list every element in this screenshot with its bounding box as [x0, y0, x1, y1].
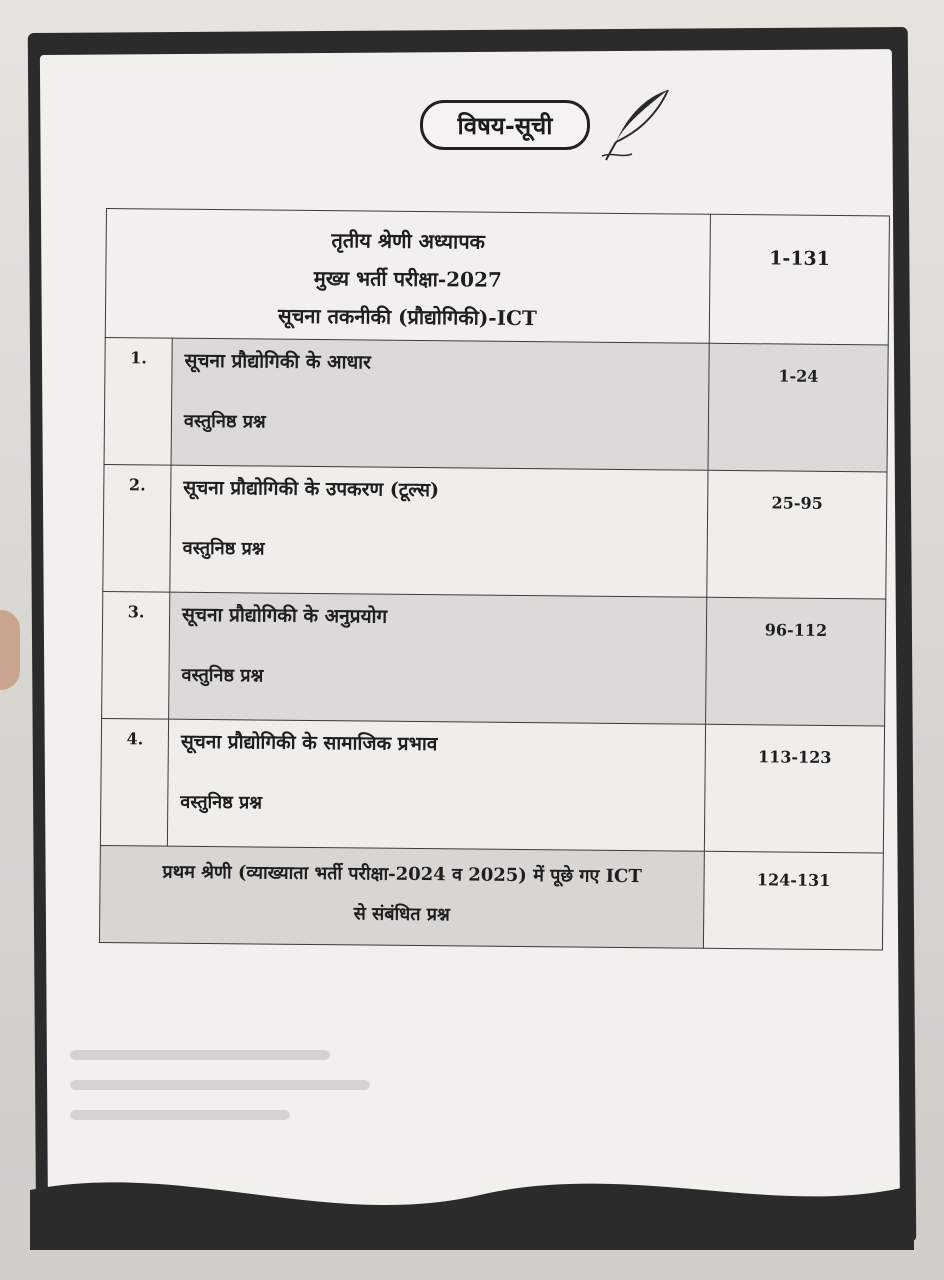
- footer-line-2: से संबंधित प्रश्न: [353, 903, 450, 926]
- header-row: [105, 209, 889, 346]
- show-through-decoration: [70, 1030, 490, 1150]
- section-number: 2.: [103, 464, 171, 592]
- section-subheading: वस्तुनिष्ठ प्रश्न: [183, 410, 266, 433]
- section-heading: सूचना प्रौद्योगिकी के अनुप्रयोग: [181, 603, 388, 628]
- thumb: [0, 610, 20, 690]
- header-line-1: तृतीय श्रेणी अध्यापक: [331, 228, 486, 254]
- table-row: [100, 718, 884, 853]
- section-number: 3.: [102, 591, 170, 719]
- section-number: 4.: [100, 718, 168, 846]
- footer-row: [99, 845, 883, 950]
- section-page-range: 25-95: [707, 470, 887, 599]
- section-cell: [169, 592, 707, 724]
- section-number: 1.: [104, 337, 172, 465]
- section-heading: सूचना प्रौद्योगिकी के सामाजिक प्रभाव: [180, 730, 438, 756]
- table-row: [104, 337, 888, 472]
- section-cell: [171, 338, 709, 470]
- wavy-border-decoration: [30, 1150, 914, 1250]
- section-subheading: वस्तुनिष्ठ प्रश्न: [182, 537, 265, 560]
- section-subheading: वस्तुनिष्ठ प्रश्न: [180, 791, 263, 814]
- contents-table: [99, 208, 890, 950]
- section-subheading: वस्तुनिष्ठ प्रश्न: [181, 664, 264, 687]
- section-cell: [167, 719, 705, 851]
- page-title: विषय-सूची: [420, 100, 590, 150]
- header-page-range: 1-131: [709, 214, 889, 345]
- footer-page-range: 124-131: [703, 851, 883, 950]
- section-heading: सूचना प्रौद्योगिकी के उपकरण (टूल्स): [183, 476, 440, 502]
- table-row: [102, 591, 886, 726]
- table-row: [103, 464, 887, 599]
- section-page-range: 113-123: [704, 724, 884, 853]
- footer-cell: [99, 845, 704, 948]
- footer-line-1: प्रथम श्रेणी (व्याख्याता भर्ती परीक्षा-2024 व 2025) में पूछे गए ICT: [162, 861, 642, 888]
- header-line-3: सूचना तकनीकी (प्रौद्योगिकी)-ICT: [277, 303, 537, 331]
- header-line-2: मुख्य भर्ती परीक्षा-2027: [313, 265, 502, 292]
- section-page-range: 96-112: [706, 597, 886, 726]
- section-page-range: 1-24: [708, 343, 888, 472]
- section-heading: सूचना प्रौद्योगिकी के आधार: [184, 349, 372, 374]
- quill-pen-icon: [598, 86, 674, 166]
- section-cell: [170, 465, 708, 597]
- header-cell: [105, 209, 710, 344]
- title-badge: [420, 100, 590, 148]
